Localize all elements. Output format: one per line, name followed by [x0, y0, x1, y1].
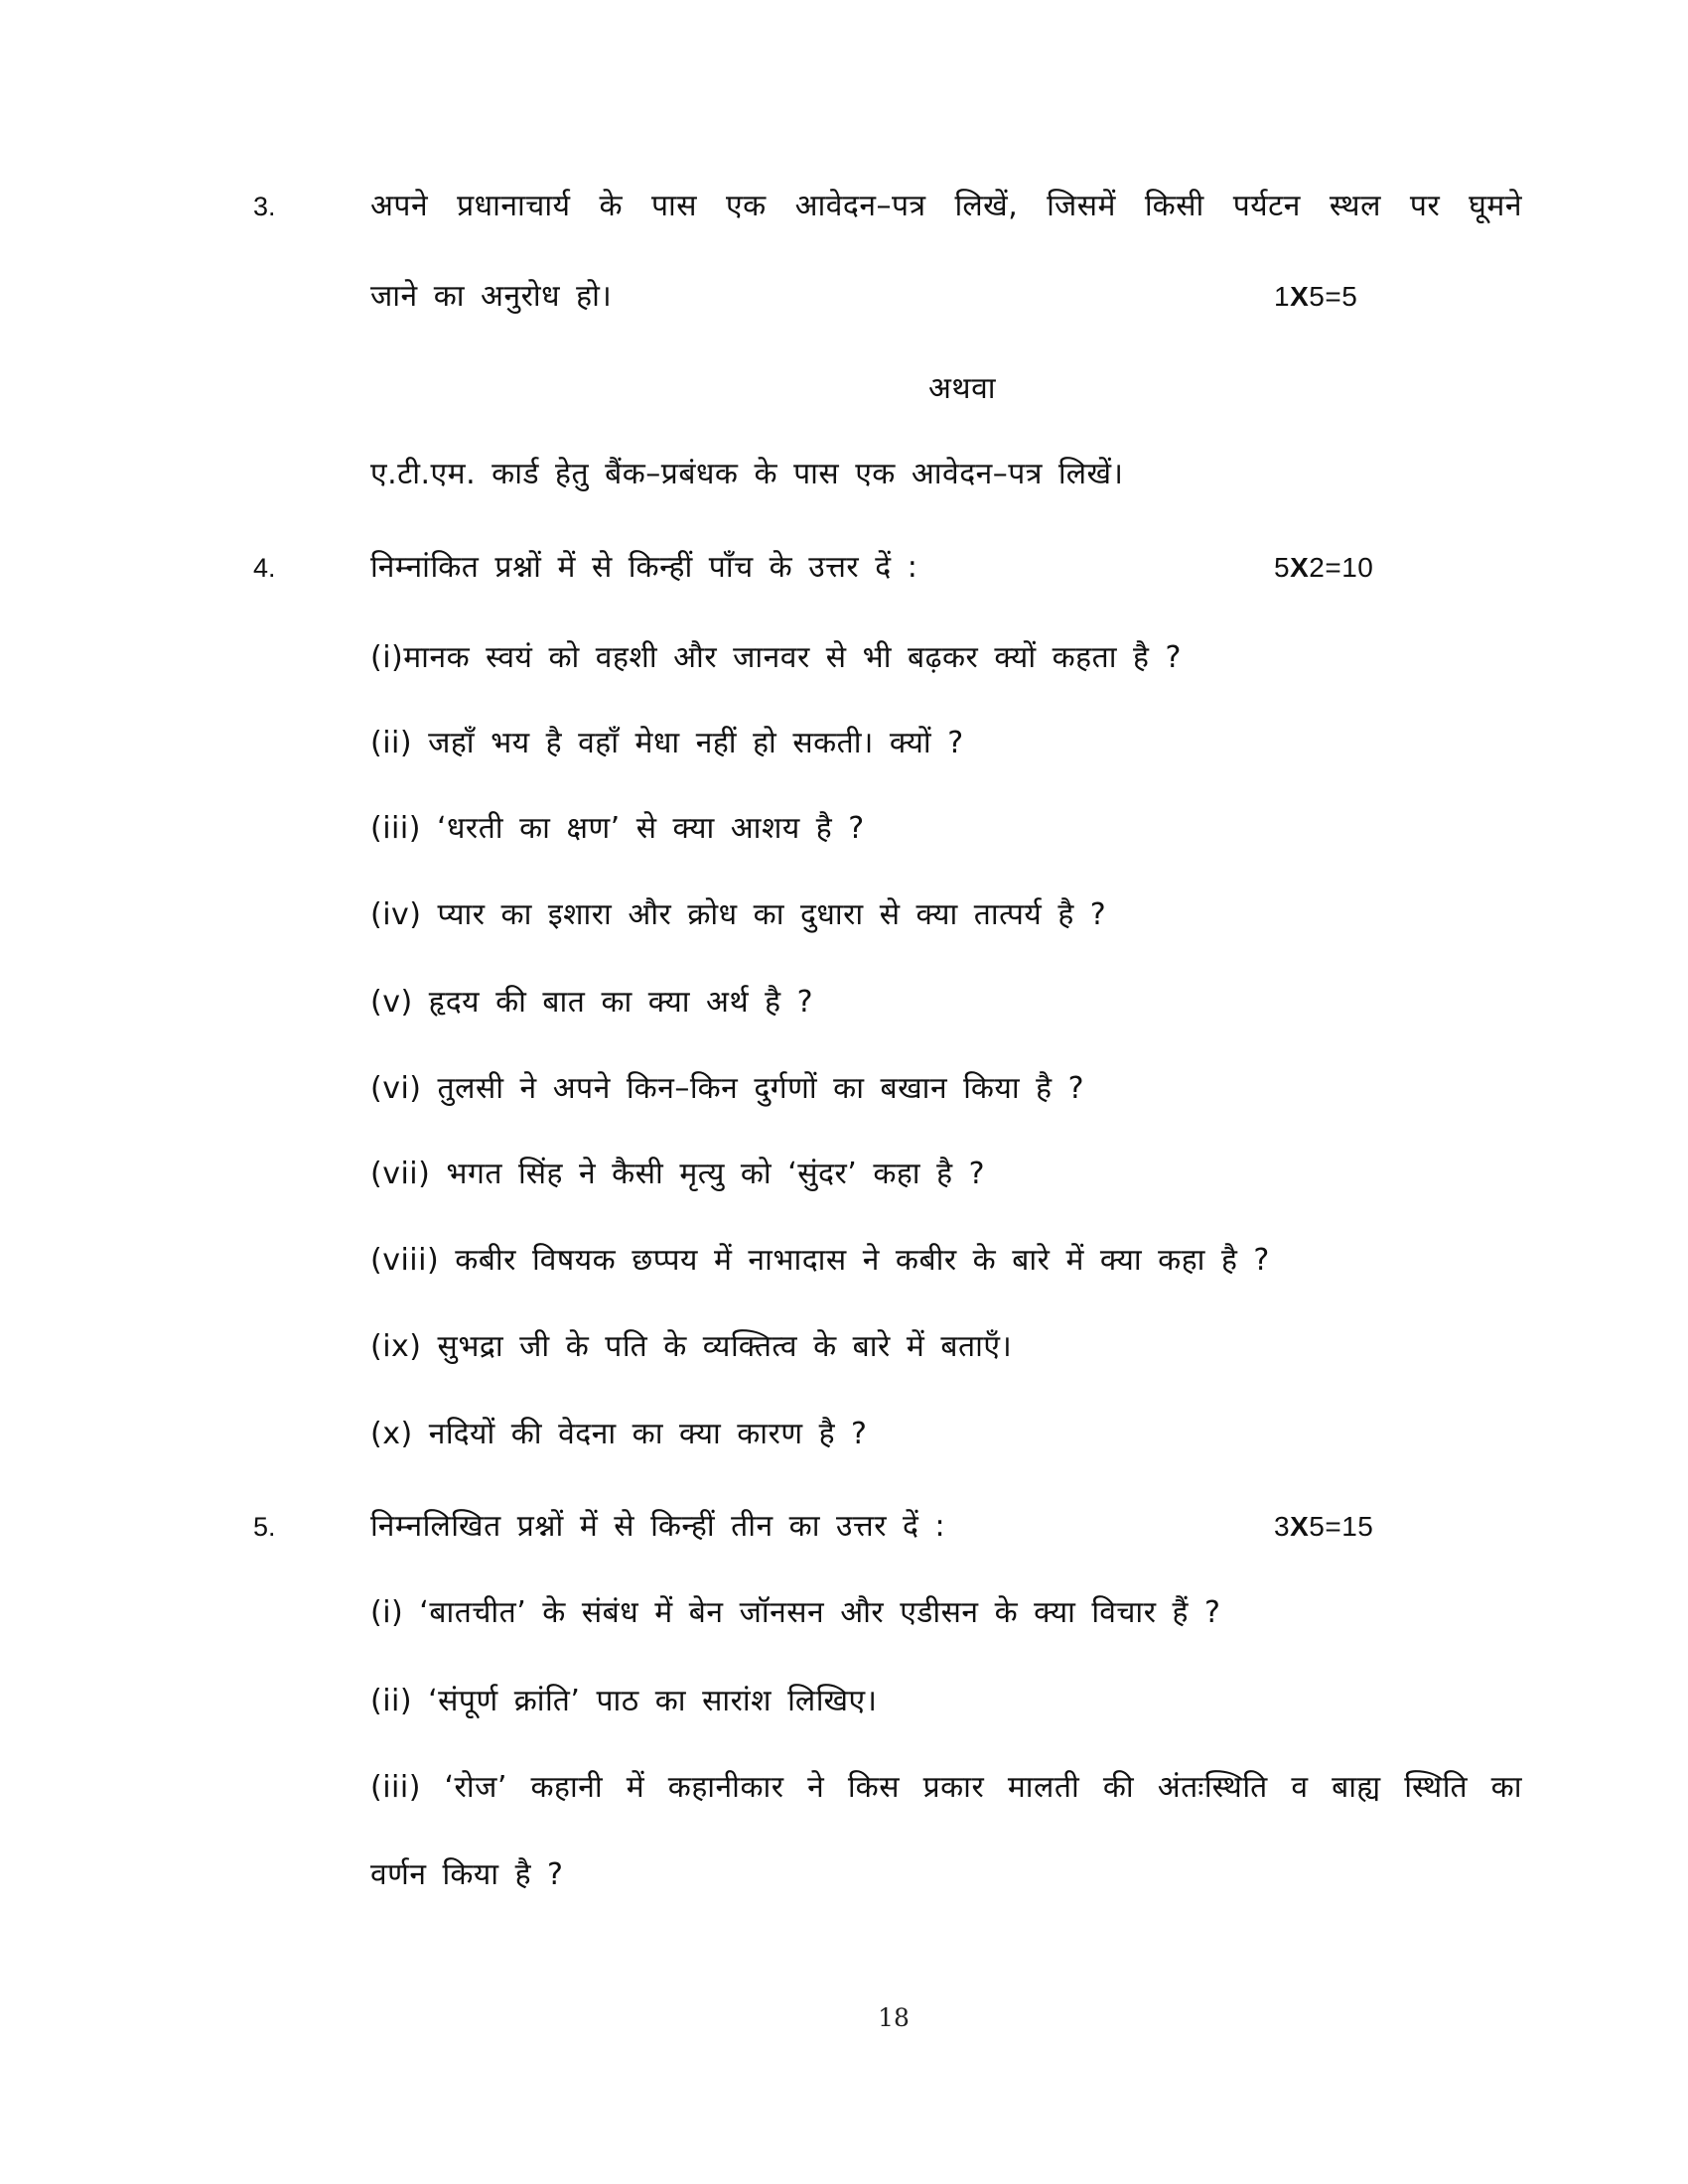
sub-question: (vii) भगत सिंह ने कैसी मृत्यु को ‘सुंदर’ कहा है ? — [370, 1157, 985, 1191]
marks-multiply: X — [1290, 1511, 1310, 1542]
page-number: 18 — [878, 2003, 910, 2032]
marks-total: 2=10 — [1309, 552, 1374, 583]
question-number: 3. — [253, 192, 276, 221]
sub-question: (iii) ‘धरती का क्षण’ से क्या आशय है ? — [370, 811, 865, 846]
alternative-question: ए.टी.एम. कार्ड हेतु बैंक–प्रबंधक के पास एक आवेदन–पत्र लिखें। — [370, 457, 1124, 491]
sub-question: (v) हृदय की बात का क्या अर्थ है ? — [370, 985, 814, 1020]
sub-question: (i)मानक स्वयं को वहशी और जानवर से भी बढ़कर क्यों कहता है ? — [370, 640, 1182, 675]
marks-total: 5=5 — [1309, 281, 1358, 312]
marks-count: 3 — [1274, 1511, 1291, 1542]
sub-question: (ii) ‘संपूर्ण क्रांति’ पाठ का सारांश लिखिए। — [370, 1684, 878, 1718]
question-instruction: निम्नलिखित प्रश्नों में से किन्हीं तीन का उत्तर दें : — [370, 1509, 946, 1544]
or-label: अथवा — [928, 371, 997, 406]
question-text-line: जाने का अनुरोध हो। — [370, 279, 613, 314]
sub-question: (ix) सुभद्रा जी के पति के व्यक्तित्व के बारे में बताएँ। — [370, 1329, 1013, 1364]
question-number: 5. — [253, 1512, 276, 1542]
sub-question: (iv) प्यार का इशारा और क्रोध का दुधारा से क्या तात्पर्य है ? — [370, 897, 1107, 932]
marks-multiply: X — [1290, 281, 1310, 312]
question-number: 4. — [253, 553, 276, 583]
question-instruction: निम्नांकित प्रश्नों में से किन्हीं पाँच के उत्तर दें : — [370, 550, 918, 585]
sub-question: (x) नदियों की वेदना का क्या कारण है ? — [370, 1417, 868, 1451]
marks-label — [1274, 277, 1357, 317]
sub-question: (iii) ‘रोज’ कहानी में कहानीकार ने किस प्रकार मालती की अंतःस्थिति व बाह्य स्थिति का — [370, 1770, 1522, 1805]
marks-multiply: X — [1290, 552, 1310, 583]
sub-question: (i) ‘बातचीत’ के संबंध में बेन जॉनसन और एडीसन के क्या विचार हैं ? — [370, 1595, 1221, 1630]
marks-label — [1274, 548, 1373, 588]
sub-question-continuation: वर्णन किया है ? — [370, 1857, 564, 1892]
sub-question: (vi) तुलसी ने अपने किन–किन दुर्गणों का बखान किया है ? — [370, 1071, 1085, 1106]
sub-question: (ii) जहाँ भय है वहाँ मेधा नहीं हो सकती। क्यों ? — [370, 726, 964, 760]
marks-label — [1274, 1507, 1373, 1547]
marks-count: 5 — [1274, 552, 1291, 583]
sub-question: (viii) कबीर विषयक छप्पय में नाभादास ने कबीर के बारे में क्या कहा है ? — [370, 1243, 1270, 1278]
question-text-line: अपने प्रधानाचार्य के पास एक आवेदन–पत्र लिखें, जिसमें किसी पर्यटन स्थल पर घूमने — [370, 189, 1522, 223]
marks-count: 1 — [1274, 281, 1291, 312]
marks-total: 5=15 — [1309, 1511, 1374, 1542]
